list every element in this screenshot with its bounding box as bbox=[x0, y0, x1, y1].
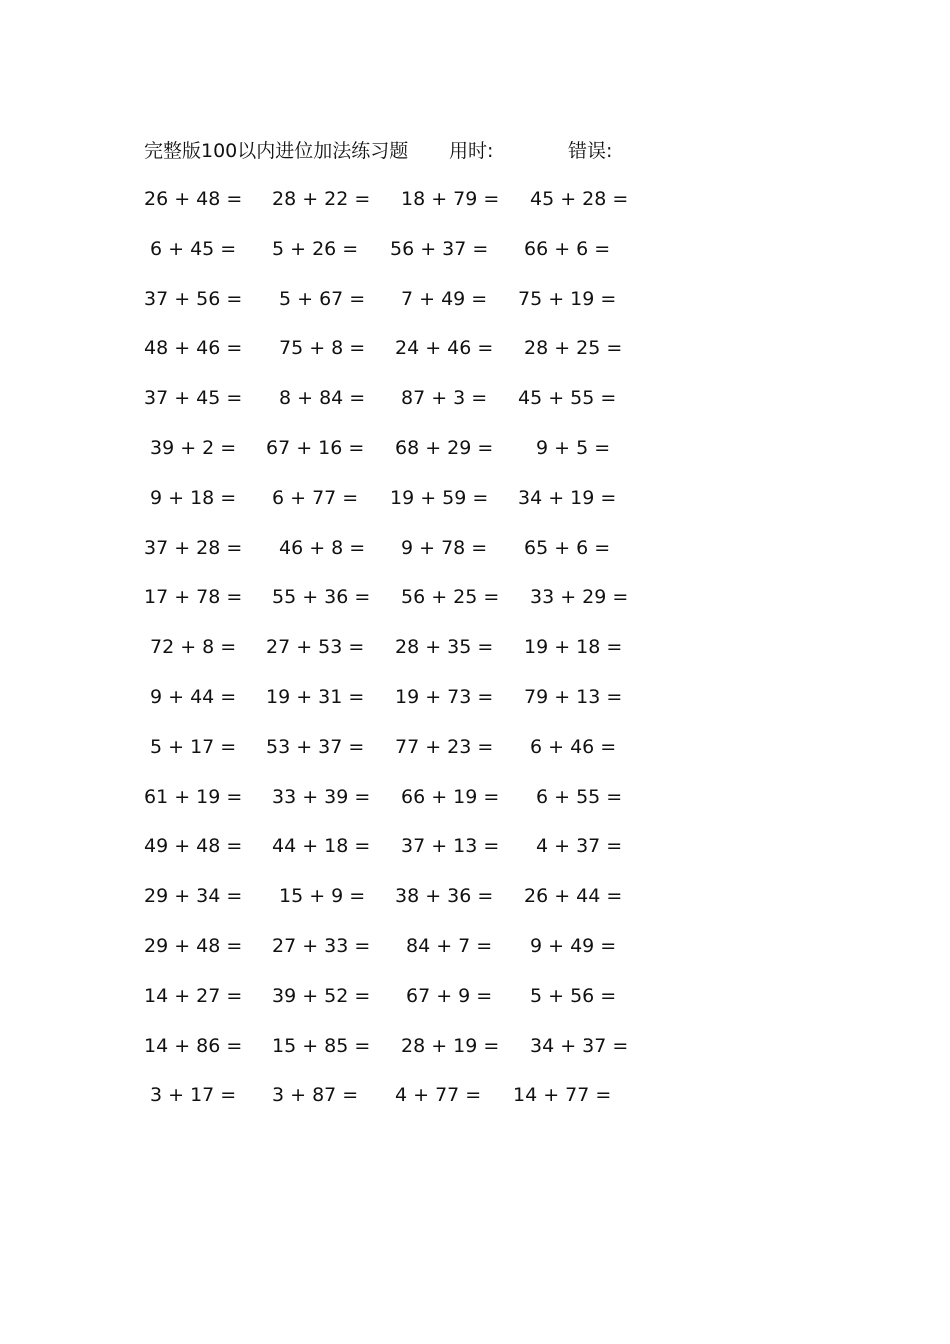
addition-problem: 72 + 8 = bbox=[150, 636, 237, 659]
addition-problem: 27 + 53 = bbox=[266, 636, 365, 659]
problem-row bbox=[0, 831, 950, 861]
addition-problem: 6 + 45 = bbox=[150, 237, 237, 260]
problem-row bbox=[0, 981, 950, 1011]
addition-problem: 5 + 17 = bbox=[150, 735, 237, 758]
addition-problem: 68 + 29 = bbox=[395, 437, 494, 459]
problem-row bbox=[0, 881, 950, 911]
problem-row bbox=[0, 184, 950, 214]
addition-problem: 28 + 19 = bbox=[401, 1034, 500, 1057]
addition-problem: 75 + 8 = bbox=[279, 337, 366, 360]
addition-problem: 49 + 48 = bbox=[144, 835, 243, 858]
addition-problem: 28 + 25 = bbox=[524, 337, 623, 360]
addition-problem: 66 + 19 = bbox=[401, 785, 500, 808]
addition-problem: 15 + 9 = bbox=[279, 885, 366, 908]
addition-problem: 19 + 31 = bbox=[266, 686, 365, 708]
addition-problem: 39 + 2 = bbox=[150, 437, 237, 459]
addition-problem: 46 + 8 = bbox=[279, 536, 366, 559]
addition-problem: 14 + 27 = bbox=[144, 984, 243, 1007]
problem-row bbox=[0, 931, 950, 961]
addition-problem: 5 + 26 = bbox=[272, 237, 359, 260]
addition-problem: 9 + 18 = bbox=[150, 486, 237, 509]
addition-problem: 87 + 3 = bbox=[401, 387, 488, 410]
addition-problem: 6 + 55 = bbox=[536, 785, 623, 808]
addition-problem: 4 + 37 = bbox=[536, 835, 623, 858]
time-label: 用时: bbox=[449, 140, 494, 162]
problem-row bbox=[0, 284, 950, 314]
addition-problem: 45 + 55 = bbox=[518, 387, 617, 410]
problem-row bbox=[0, 682, 950, 712]
addition-problem: 4 + 77 = bbox=[395, 1084, 482, 1107]
addition-problem: 37 + 45 = bbox=[144, 387, 243, 410]
addition-problem: 9 + 5 = bbox=[536, 437, 611, 459]
addition-problem: 37 + 56 = bbox=[144, 287, 243, 310]
addition-problem: 48 + 46 = bbox=[144, 337, 243, 360]
addition-problem: 55 + 36 = bbox=[272, 586, 371, 609]
addition-problem: 39 + 52 = bbox=[272, 984, 371, 1007]
problem-row bbox=[0, 483, 950, 513]
problem-row bbox=[0, 234, 950, 264]
addition-problem: 6 + 46 = bbox=[530, 735, 617, 758]
addition-problem: 29 + 48 = bbox=[144, 935, 243, 957]
addition-problem: 7 + 49 = bbox=[401, 287, 488, 310]
addition-problem: 75 + 19 = bbox=[518, 287, 617, 310]
addition-problem: 19 + 73 = bbox=[395, 686, 494, 708]
addition-problem: 26 + 44 = bbox=[524, 885, 623, 908]
addition-problem: 61 + 19 = bbox=[144, 785, 243, 808]
addition-problem: 37 + 28 = bbox=[144, 536, 243, 559]
addition-problem: 9 + 49 = bbox=[530, 935, 617, 957]
addition-problem: 8 + 84 = bbox=[279, 387, 366, 410]
addition-problem: 5 + 56 = bbox=[530, 984, 617, 1007]
addition-problem: 77 + 23 = bbox=[395, 735, 494, 758]
problem-row bbox=[0, 533, 950, 563]
addition-problem: 14 + 77 = bbox=[513, 1084, 612, 1107]
addition-problem: 53 + 37 = bbox=[266, 735, 365, 758]
addition-problem: 65 + 6 = bbox=[524, 536, 611, 559]
addition-problem: 45 + 28 = bbox=[530, 188, 629, 210]
addition-problem: 9 + 78 = bbox=[401, 536, 488, 559]
addition-problem: 29 + 34 = bbox=[144, 885, 243, 908]
addition-problem: 28 + 22 = bbox=[272, 188, 371, 210]
addition-problem: 28 + 35 = bbox=[395, 636, 494, 659]
addition-problem: 67 + 9 = bbox=[406, 984, 493, 1007]
addition-problem: 33 + 29 = bbox=[530, 586, 629, 609]
addition-problem: 19 + 59 = bbox=[390, 486, 489, 509]
problem-row bbox=[0, 333, 950, 363]
problem-row bbox=[0, 1031, 950, 1061]
worksheet-title: 完整版100以内进位加法练习题 bbox=[144, 140, 409, 162]
problem-row bbox=[0, 1080, 950, 1110]
problem-row bbox=[0, 782, 950, 812]
error-label: 错误: bbox=[568, 140, 613, 162]
addition-problem: 67 + 16 = bbox=[266, 437, 365, 459]
addition-problem: 37 + 13 = bbox=[401, 835, 500, 858]
addition-problem: 15 + 85 = bbox=[272, 1034, 371, 1057]
addition-problem: 26 + 48 = bbox=[144, 188, 243, 210]
addition-problem: 56 + 25 = bbox=[401, 586, 500, 609]
addition-problem: 79 + 13 = bbox=[524, 686, 623, 708]
addition-problem: 44 + 18 = bbox=[272, 835, 371, 858]
addition-problem: 34 + 19 = bbox=[518, 486, 617, 509]
addition-problem: 24 + 46 = bbox=[395, 337, 494, 360]
problem-row bbox=[0, 383, 950, 413]
addition-problem: 66 + 6 = bbox=[524, 237, 611, 260]
addition-problem: 9 + 44 = bbox=[150, 686, 237, 708]
addition-problem: 19 + 18 = bbox=[524, 636, 623, 659]
addition-problem: 17 + 78 = bbox=[144, 586, 243, 609]
problem-row bbox=[0, 582, 950, 612]
problem-row bbox=[0, 632, 950, 662]
addition-problem: 3 + 17 = bbox=[150, 1084, 237, 1107]
addition-problem: 3 + 87 = bbox=[272, 1084, 359, 1107]
addition-problem: 34 + 37 = bbox=[530, 1034, 629, 1057]
addition-problem: 14 + 86 = bbox=[144, 1034, 243, 1057]
addition-problem: 27 + 33 = bbox=[272, 935, 371, 957]
problem-row bbox=[0, 433, 950, 463]
addition-problem: 18 + 79 = bbox=[401, 188, 500, 210]
addition-problem: 33 + 39 = bbox=[272, 785, 371, 808]
problem-row bbox=[0, 732, 950, 762]
addition-problem: 6 + 77 = bbox=[272, 486, 359, 509]
addition-problem: 84 + 7 = bbox=[406, 935, 493, 957]
addition-problem: 5 + 67 = bbox=[279, 287, 366, 310]
addition-problem: 56 + 37 = bbox=[390, 237, 489, 260]
addition-problem: 38 + 36 = bbox=[395, 885, 494, 908]
